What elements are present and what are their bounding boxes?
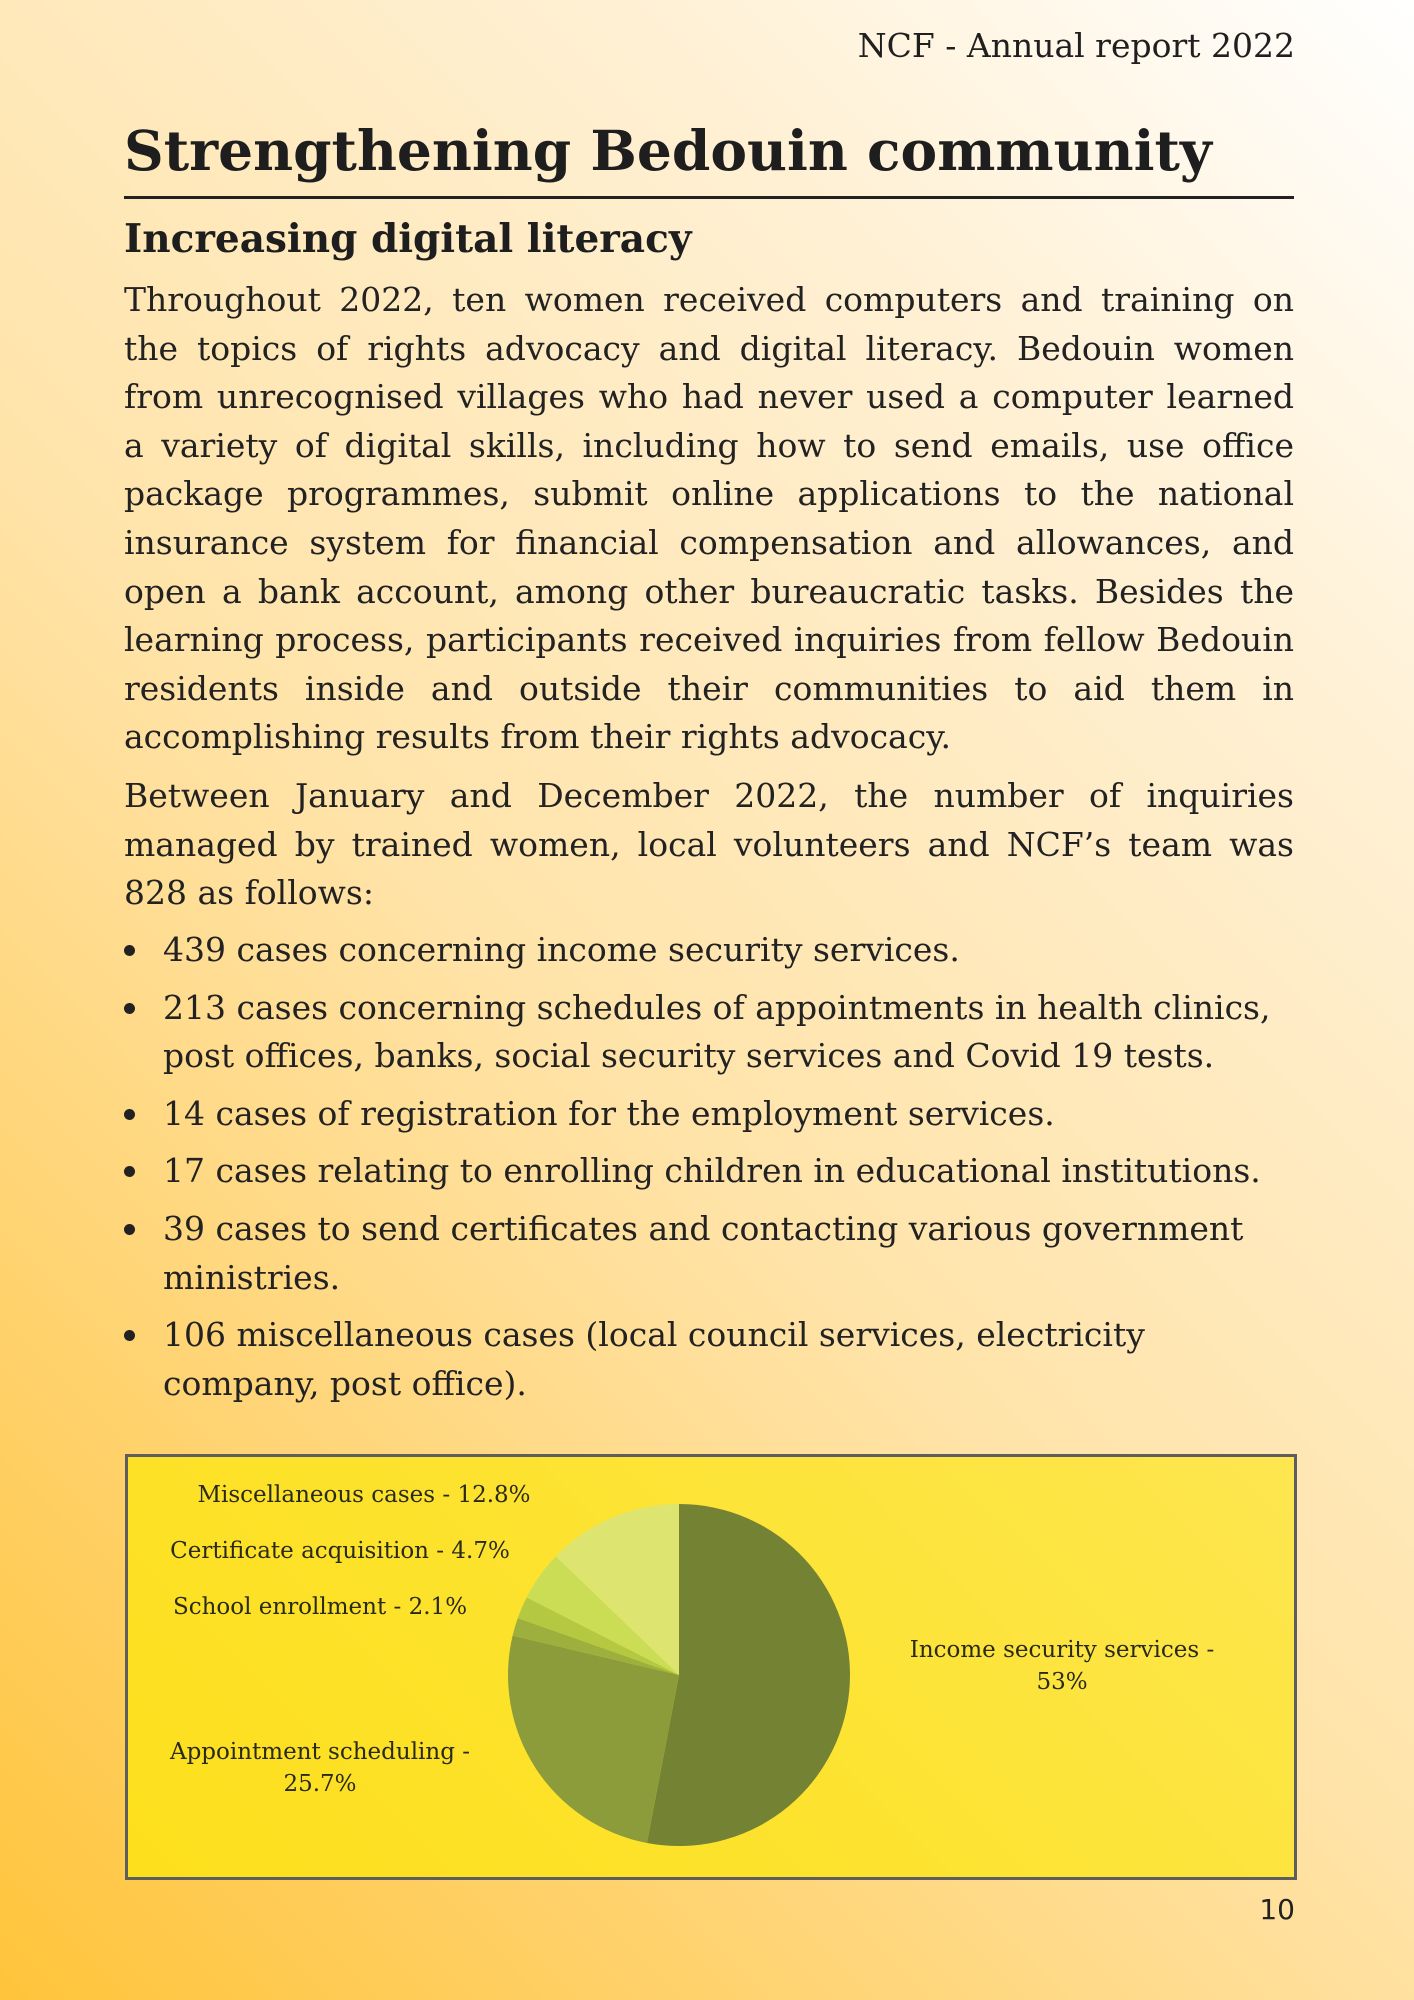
list-item xyxy=(124,1147,1299,1196)
list-item-text: 106 miscellaneous cases (local council services, electricity company, post office). xyxy=(163,1315,1145,1403)
pie-label-miscellaneous-cases: Miscellaneous cases - 12.8% xyxy=(197,1482,531,1508)
paragraph-inquiries: Between January and December 2022, the number of inquiries managed by trained women, local volunteers and NCF’s team was 828 as follows: xyxy=(124,776,1294,913)
bullet-icon xyxy=(124,1003,135,1014)
page-number: 10 xyxy=(1259,1893,1295,1926)
pie-label-school-enrollment: School enrollment - 2.1% xyxy=(172,1594,468,1620)
inquiries-list xyxy=(124,926,1299,1417)
bullet-icon xyxy=(124,1330,135,1341)
list-item-text: 39 cases to send certificates and contacting various government ministries. xyxy=(163,1208,1244,1297)
pie-chart xyxy=(128,1457,1294,1877)
list-item-text: 213 cases concerning schedules of appointments in health clinics, post offices, banks, social security services and Covid 19 tests. xyxy=(163,987,1271,1076)
bullet-icon xyxy=(124,1166,135,1177)
list-item xyxy=(124,926,1299,975)
report-header: NCF - Annual report 2022 xyxy=(857,26,1295,65)
bullet-icon xyxy=(124,1109,135,1120)
pie-label-appointment-scheduling: Appointment scheduling -25.7% xyxy=(169,1739,471,1797)
page-title: Strengthening Bedouin community xyxy=(124,118,1212,183)
list-item-text: 439 cases concerning income security services. xyxy=(163,930,960,969)
bullet-icon xyxy=(124,945,135,956)
pie-label-income-security-services: Income security services -53% xyxy=(909,1637,1215,1695)
paragraph-digital-literacy: Throughout 2022, ten women received computers and training on the topics of rights advocacy and digital literacy. Bedouin women from unrecognised villages who had never used a computer learned a variety of digital skills, including how to send emails, use office package programmes, submit online applications to the national insurance system for financial compensation and allowances, and open a bank account, among other bureaucratic tasks. Besides the learning process, participants received inquiries from fellow Bedouin residents inside and outside their communities to aid them in accomplishing results from their rights advocacy. xyxy=(124,280,1294,757)
list-item xyxy=(124,1090,1299,1139)
pie-chart-panel xyxy=(125,1454,1297,1880)
pie-label-certificate-acquisition: Certificate acquisition - 4.7% xyxy=(170,1538,510,1564)
title-divider xyxy=(124,196,1294,199)
bullet-icon xyxy=(124,1224,135,1235)
list-item xyxy=(124,1311,1299,1408)
list-item xyxy=(124,984,1299,1081)
section-subtitle: Increasing digital literacy xyxy=(124,216,692,262)
list-item-text: 14 cases of registration for the employment services. xyxy=(163,1093,1055,1133)
list-item xyxy=(124,1205,1299,1302)
list-item-text: 17 cases relating to enrolling children in educational institutions. xyxy=(163,1151,1261,1191)
